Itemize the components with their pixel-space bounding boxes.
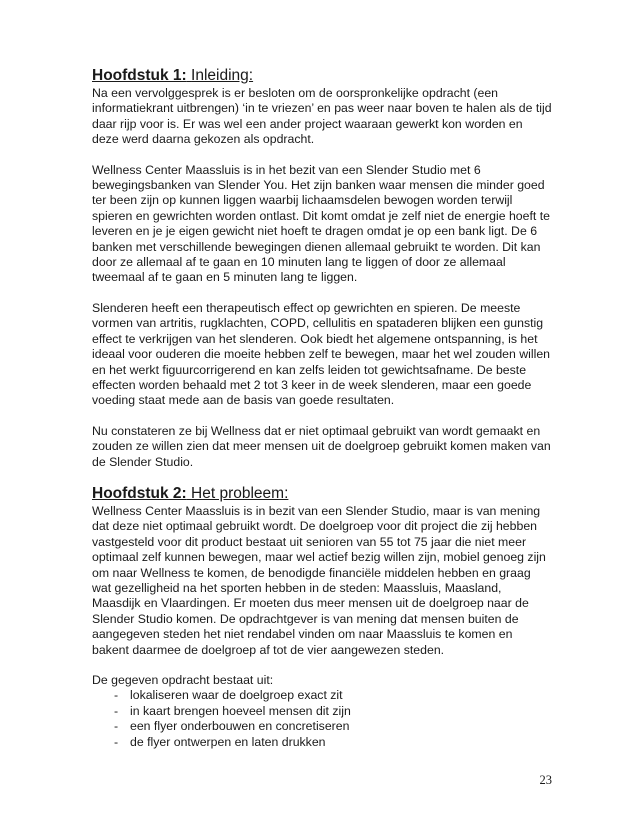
page-content (92, 66, 552, 750)
list-item: - in kaart brengen hoeveel mensen dit zijn (114, 704, 552, 719)
chapter1-number: Hoofdstuk 1: (92, 67, 187, 84)
chapter1-heading (92, 66, 552, 85)
list-intro: De gegeven opdracht bestaat uit: (92, 673, 274, 687)
assignment-list (92, 688, 552, 750)
chapter1-paragraph-1: Na een vervolggesprek is er besloten om de oorspronkelijke opdracht (een informatiekrant uitbrengen) ‘in te vriezen’ en pas weer naar boven te halen als de tijd daar rijp voor is. Er was wel een ander project waaraan gewerkt kon worden en deze werd daarna gekozen als opdracht. (92, 86, 552, 147)
list-item: - lokaliseren waar de doelgroep exact zit (114, 688, 552, 703)
chapter1-paragraph-4: Nu constateren ze bij Wellness dat er niet optimaal gebruikt van wordt gemaakt en zouden ze willen zien dat meer mensen uit de doelgroep gebruikt komen maken van de Slender Studio. (92, 423, 551, 469)
chapter1-paragraph-2: Wellness Center Maassluis is in het bezit van een Slender Studio met 6 bewegingsbanken van Slender You. Het zijn banken waar mensen die minder goed ter been zijn op kunnen liggen waarbij lichaamsdelen bewogen worden terwijl spieren en gewrichten worden ontlast. Dit komt omdat je zelf niet de energie hoeft te leveren en je je eigen gewicht niet hoeft te dragen omdat je op een bank ligt. De 6 banken met verschillende bewegingen dienen allemaal gebruikt te worden. Dit kan door ze allemaal af te gaan en 10 minuten lang te liggen of door ze allemaal tweemaal af te gaan en 5 minuten lang te liggen. (92, 162, 550, 285)
page-number: 23 (539, 773, 552, 787)
chapter2-title: Het probleem: (191, 484, 289, 502)
chapter2-paragraph: Wellness Center Maassluis is in bezit van een Slender Studio, maar is van mening dat deze niet optimaal gebruikt wordt. De doelgroep voor dit project die zij hebben vastgesteld voor dit product bestaat uit senioren van 55 tot 75 jaar die niet meer optimaal zelf kunnen bewegen, maar wel actief bezig willen zijn, mobiel genoeg zijn om naar Wellness te komen, de benodigde financiële middelen hebben en graag wat gezelligheid na het sporten hebben in de steden: Maassluis, Maasland, Maasdijk en Vlaardingen. Er moeten dus meer mensen uit de doelgroep naar de Slender Studio komen. De opdrachtgever is van mening dat mensen buiten de aangegeven steden het niet rendabel vinden om naar Maassluis te komen en bakent daarmee de doelgroep af tot de vier aangewezen steden. (92, 503, 546, 657)
chapter2-number: Hoofdstuk 2: (92, 484, 187, 502)
chapter1-paragraph-3: Slenderen heeft een therapeutisch effect op gewrichten en spieren. De meeste vormen van artritis, rugklachten, COPD, cellulitis en spataderen blijken een gunstig effect te verkrijgen van het slenderen. Ook biedt het algemene ontspanning, is het ideaal voor ouderen die moeite hebben zelf te bewegen, maar het wel zouden willen en het werkt figuurcorrigerend en kan zelfs leiden tot gewichtsafname. De beste effecten worden behaald met 2 tot 3 keer in de week slenderen, maar een goede voeding staat mede aan de basis van goede resultaten. (92, 300, 551, 408)
list-item: - een flyer onderbouwen en concretiseren (114, 719, 552, 734)
list-item: - de flyer ontwerpen en laten drukken (114, 735, 552, 750)
chapter2-heading (92, 484, 552, 503)
chapter1-title: Inleiding: (191, 67, 254, 84)
